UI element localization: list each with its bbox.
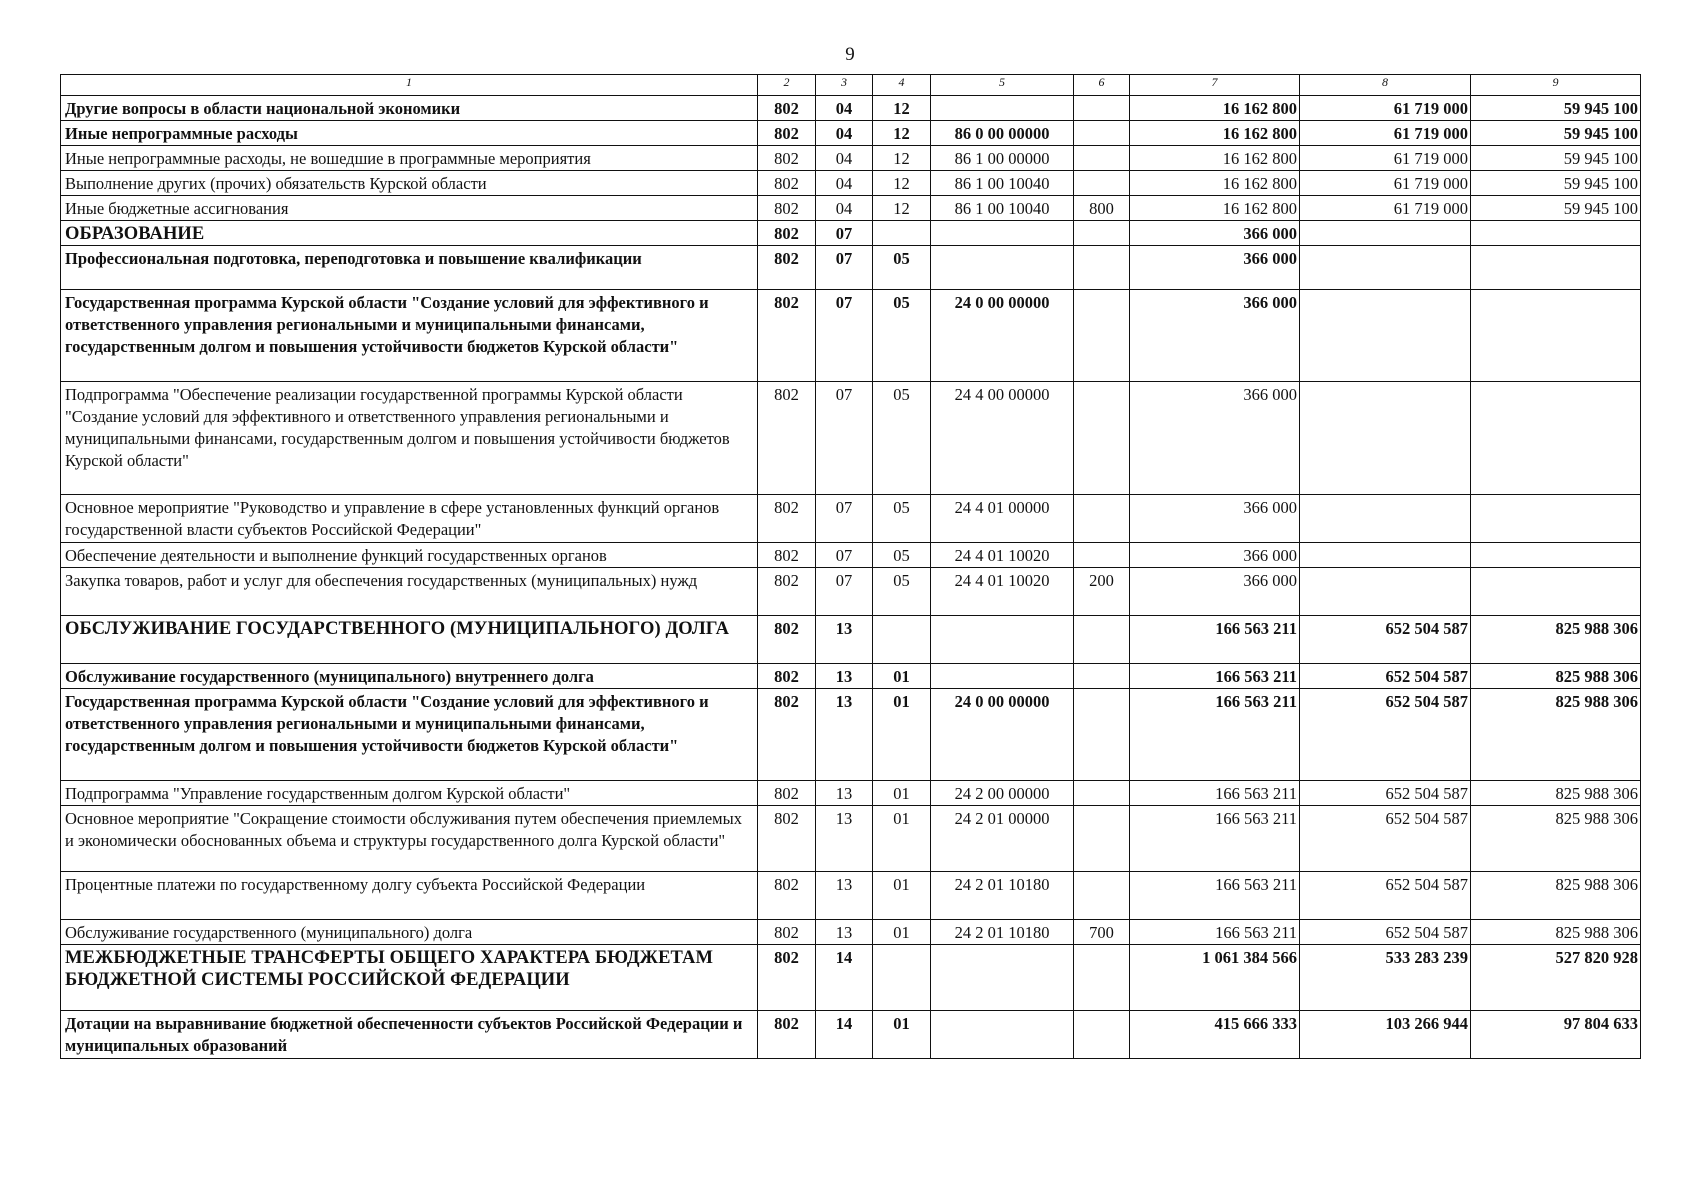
amount-col-7: 16 162 800 [1130,96,1300,121]
section-code: 14 [816,945,873,1011]
amount-col-9: 825 988 306 [1471,689,1641,781]
row-name: Выполнение других (прочих) обязательств Курской области [61,171,758,196]
section-code: 14 [816,1011,873,1059]
amount-col-7: 16 162 800 [1130,146,1300,171]
table-row [61,1011,1641,1059]
ministry-code: 802 [758,246,816,290]
ministry-code: 802 [758,568,816,616]
section-code: 07 [816,290,873,382]
expense-type-code [1074,96,1130,121]
amount-col-7: 16 162 800 [1130,121,1300,146]
amount-col-8: 61 719 000 [1300,171,1471,196]
ministry-code: 802 [758,664,816,689]
expense-type-code [1074,171,1130,196]
amount-col-9 [1471,568,1641,616]
row-name: Основное мероприятие "Руководство и управление в сфере установленных функций органов государственной власти субъектов Российской Федерации" [61,495,758,543]
subsection-code: 01 [873,1011,931,1059]
expense-type-code [1074,290,1130,382]
ministry-code: 802 [758,543,816,568]
target-article-code: 86 0 00 00000 [931,121,1074,146]
amount-col-8: 652 504 587 [1300,664,1471,689]
subsection-code: 05 [873,543,931,568]
table-row [61,568,1641,616]
amount-col-9: 97 804 633 [1471,1011,1641,1059]
expense-type-code [1074,872,1130,920]
ministry-code: 802 [758,945,816,1011]
table-row [61,290,1641,382]
row-name: Обслуживание государственного (муниципального) долга [61,920,758,945]
column-number: 5 [931,75,1074,96]
amount-col-8: 652 504 587 [1300,689,1471,781]
subsection-code: 01 [873,781,931,806]
section-code: 13 [816,781,873,806]
subsection-code: 12 [873,146,931,171]
expense-type-code: 800 [1074,196,1130,221]
amount-col-9: 825 988 306 [1471,664,1641,689]
amount-col-9: 59 945 100 [1471,146,1641,171]
expense-type-code: 200 [1074,568,1130,616]
amount-col-7: 16 162 800 [1130,171,1300,196]
amount-col-9: 825 988 306 [1471,872,1641,920]
table-row [61,689,1641,781]
table-row [61,196,1641,221]
expense-type-code [1074,806,1130,872]
subsection-code: 01 [873,920,931,945]
section-code: 07 [816,246,873,290]
amount-col-9 [1471,495,1641,543]
target-article-code [931,664,1074,689]
amount-col-8 [1300,246,1471,290]
amount-col-9 [1471,543,1641,568]
amount-col-8: 61 719 000 [1300,96,1471,121]
amount-col-9: 59 945 100 [1471,96,1641,121]
amount-col-7: 166 563 211 [1130,781,1300,806]
amount-col-8 [1300,290,1471,382]
expense-type-code [1074,616,1130,664]
section-code: 13 [816,920,873,945]
target-article-code [931,246,1074,290]
table-row [61,495,1641,543]
target-article-code: 24 2 01 10180 [931,872,1074,920]
table-row [61,616,1641,664]
subsection-code: 01 [873,872,931,920]
ministry-code: 802 [758,290,816,382]
section-code: 07 [816,221,873,246]
amount-col-7: 16 162 800 [1130,196,1300,221]
subsection-code [873,616,931,664]
amount-col-8 [1300,495,1471,543]
subsection-code: 05 [873,290,931,382]
column-number: 8 [1300,75,1471,96]
subsection-code [873,221,931,246]
amount-col-8 [1300,221,1471,246]
section-code: 13 [816,806,873,872]
row-name: Обеспечение деятельности и выполнение функций государственных органов [61,543,758,568]
amount-col-8: 652 504 587 [1300,616,1471,664]
amount-col-8: 652 504 587 [1300,781,1471,806]
subsection-code: 12 [873,96,931,121]
table-row [61,96,1641,121]
table-row [61,221,1641,246]
target-article-code [931,96,1074,121]
row-name: Подпрограмма "Управление государственным долгом Курской области" [61,781,758,806]
amount-col-9: 825 988 306 [1471,806,1641,872]
ministry-code: 802 [758,171,816,196]
target-article-code: 86 1 00 10040 [931,171,1074,196]
ministry-code: 802 [758,382,816,495]
target-article-code: 24 4 01 10020 [931,543,1074,568]
section-code: 07 [816,543,873,568]
amount-col-9 [1471,382,1641,495]
row-name: Профессиональная подготовка, переподготовка и повышение квалификации [61,246,758,290]
target-article-code: 24 2 01 10180 [931,920,1074,945]
amount-col-7: 366 000 [1130,495,1300,543]
column-number: 4 [873,75,931,96]
column-number: 1 [61,75,758,96]
target-article-code [931,221,1074,246]
row-name: Иные непрограммные расходы, не вошедшие в программные мероприятия [61,146,758,171]
section-code: 04 [816,96,873,121]
amount-col-7: 1 061 384 566 [1130,945,1300,1011]
ministry-code: 802 [758,495,816,543]
column-number: 7 [1130,75,1300,96]
expense-type-code [1074,121,1130,146]
row-name: Государственная программа Курской области "Создание условий для эффективного и ответственного управления региональными и муниципальными финансами, государственным долгом и повышения устойчивости бюджетов Курской области" [61,290,758,382]
amount-col-7: 166 563 211 [1130,920,1300,945]
amount-col-8 [1300,382,1471,495]
subsection-code [873,945,931,1011]
expense-type-code: 700 [1074,920,1130,945]
target-article-code: 24 4 00 00000 [931,382,1074,495]
table-row [61,382,1641,495]
row-name: МЕЖБЮДЖЕТНЫЕ ТРАНСФЕРТЫ ОБЩЕГО ХАРАКТЕРА БЮДЖЕТАМ БЮДЖЕТНОЙ СИСТЕМЫ РОССИЙСКОЙ ФЕДЕРАЦИИ [61,945,758,1011]
expense-type-code [1074,221,1130,246]
budget-table [60,74,1641,1059]
page-number: 9 [845,44,855,65]
ministry-code: 802 [758,806,816,872]
target-article-code: 24 0 00 00000 [931,689,1074,781]
section-code: 07 [816,495,873,543]
column-number: 6 [1074,75,1130,96]
budget-table-body [61,75,1641,1059]
row-name: Дотации на выравнивание бюджетной обеспеченности субъектов Российской Федерации и муниципальных образований [61,1011,758,1059]
ministry-code: 802 [758,616,816,664]
expense-type-code [1074,543,1130,568]
expense-type-code [1074,664,1130,689]
ministry-code: 802 [758,1011,816,1059]
amount-col-9 [1471,246,1641,290]
expense-type-code [1074,382,1130,495]
amount-col-9: 59 945 100 [1471,196,1641,221]
amount-col-7: 166 563 211 [1130,689,1300,781]
table-row [61,664,1641,689]
row-name: Подпрограмма "Обеспечение реализации государственной программы Курской области "Создание условий для эффективного и ответственного управления региональными и муниципальными финансами, государственным долгом и повышения устойчивости бюджетов Курской области" [61,382,758,495]
table-row [61,171,1641,196]
ministry-code: 802 [758,196,816,221]
section-code: 04 [816,121,873,146]
row-name: Другие вопросы в области национальной экономики [61,96,758,121]
row-name: Обслуживание государственного (муниципального) внутреннего долга [61,664,758,689]
amount-col-8: 103 266 944 [1300,1011,1471,1059]
amount-col-9: 59 945 100 [1471,121,1641,146]
table-row [61,781,1641,806]
target-article-code [931,945,1074,1011]
row-name: Процентные платежи по государственному долгу субъекта Российской Федерации [61,872,758,920]
target-article-code: 24 0 00 00000 [931,290,1074,382]
amount-col-7: 366 000 [1130,382,1300,495]
amount-col-7: 366 000 [1130,543,1300,568]
amount-col-8: 652 504 587 [1300,806,1471,872]
row-name: Иные бюджетные ассигнования [61,196,758,221]
subsection-code: 01 [873,806,931,872]
amount-col-7: 166 563 211 [1130,616,1300,664]
row-name: ОБСЛУЖИВАНИЕ ГОСУДАРСТВЕННОГО (МУНИЦИПАЛЬНОГО) ДОЛГА [61,616,758,664]
target-article-code: 86 1 00 10040 [931,196,1074,221]
column-number: 9 [1471,75,1641,96]
amount-col-8 [1300,568,1471,616]
amount-col-9: 825 988 306 [1471,920,1641,945]
ministry-code: 802 [758,146,816,171]
amount-col-7: 366 000 [1130,568,1300,616]
target-article-code: 24 2 00 00000 [931,781,1074,806]
amount-col-7: 366 000 [1130,290,1300,382]
amount-col-7: 415 666 333 [1130,1011,1300,1059]
section-code: 07 [816,382,873,495]
row-name: Иные непрограммные расходы [61,121,758,146]
section-code: 04 [816,196,873,221]
column-number: 2 [758,75,816,96]
subsection-code: 01 [873,689,931,781]
subsection-code: 05 [873,495,931,543]
amount-col-7: 166 563 211 [1130,872,1300,920]
amount-col-7: 366 000 [1130,246,1300,290]
column-number-row [61,75,1641,96]
row-name: Основное мероприятие "Сокращение стоимости обслуживания путем обеспечения приемлемых и экономически обоснованных объема и структуры государственного долга Курской области" [61,806,758,872]
row-name: Закупка товаров, работ и услуг для обеспечения государственных (муниципальных) нужд [61,568,758,616]
amount-col-8: 533 283 239 [1300,945,1471,1011]
expense-type-code [1074,945,1130,1011]
amount-col-9 [1471,221,1641,246]
target-article-code: 86 1 00 00000 [931,146,1074,171]
ministry-code: 802 [758,689,816,781]
amount-col-8 [1300,543,1471,568]
table-row [61,121,1641,146]
subsection-code: 12 [873,196,931,221]
amount-col-7: 166 563 211 [1130,806,1300,872]
row-name: ОБРАЗОВАНИЕ [61,221,758,246]
amount-col-9: 825 988 306 [1471,781,1641,806]
section-code: 07 [816,568,873,616]
table-row [61,246,1641,290]
ministry-code: 802 [758,781,816,806]
amount-col-8: 61 719 000 [1300,121,1471,146]
table-row [61,920,1641,945]
subsection-code: 12 [873,121,931,146]
subsection-code: 05 [873,246,931,290]
target-article-code: 24 4 01 00000 [931,495,1074,543]
amount-col-9 [1471,290,1641,382]
row-name: Государственная программа Курской области "Создание условий для эффективного и ответственного управления региональными и муниципальными финансами, государственным долгом и повышения устойчивости бюджетов Курской области" [61,689,758,781]
ministry-code: 802 [758,96,816,121]
amount-col-8: 652 504 587 [1300,872,1471,920]
section-code: 13 [816,616,873,664]
expense-type-code [1074,1011,1130,1059]
amount-col-9: 59 945 100 [1471,171,1641,196]
section-code: 13 [816,664,873,689]
amount-col-7: 166 563 211 [1130,664,1300,689]
table-row [61,543,1641,568]
amount-col-9: 527 820 928 [1471,945,1641,1011]
subsection-code: 05 [873,568,931,616]
section-code: 13 [816,689,873,781]
target-article-code: 24 4 01 10020 [931,568,1074,616]
target-article-code [931,1011,1074,1059]
amount-col-8: 652 504 587 [1300,920,1471,945]
ministry-code: 802 [758,221,816,246]
section-code: 13 [816,872,873,920]
target-article-code: 24 2 01 00000 [931,806,1074,872]
amount-col-8: 61 719 000 [1300,146,1471,171]
subsection-code: 05 [873,382,931,495]
table-row [61,146,1641,171]
ministry-code: 802 [758,872,816,920]
subsection-code: 12 [873,171,931,196]
expense-type-code [1074,246,1130,290]
subsection-code: 01 [873,664,931,689]
expense-type-code [1074,781,1130,806]
section-code: 04 [816,171,873,196]
ministry-code: 802 [758,920,816,945]
column-number: 3 [816,75,873,96]
table-row [61,872,1641,920]
table-row [61,806,1641,872]
expense-type-code [1074,689,1130,781]
target-article-code [931,616,1074,664]
expense-type-code [1074,146,1130,171]
section-code: 04 [816,146,873,171]
expense-type-code [1074,495,1130,543]
amount-col-8: 61 719 000 [1300,196,1471,221]
ministry-code: 802 [758,121,816,146]
amount-col-9: 825 988 306 [1471,616,1641,664]
table-row [61,945,1641,1011]
amount-col-7: 366 000 [1130,221,1300,246]
